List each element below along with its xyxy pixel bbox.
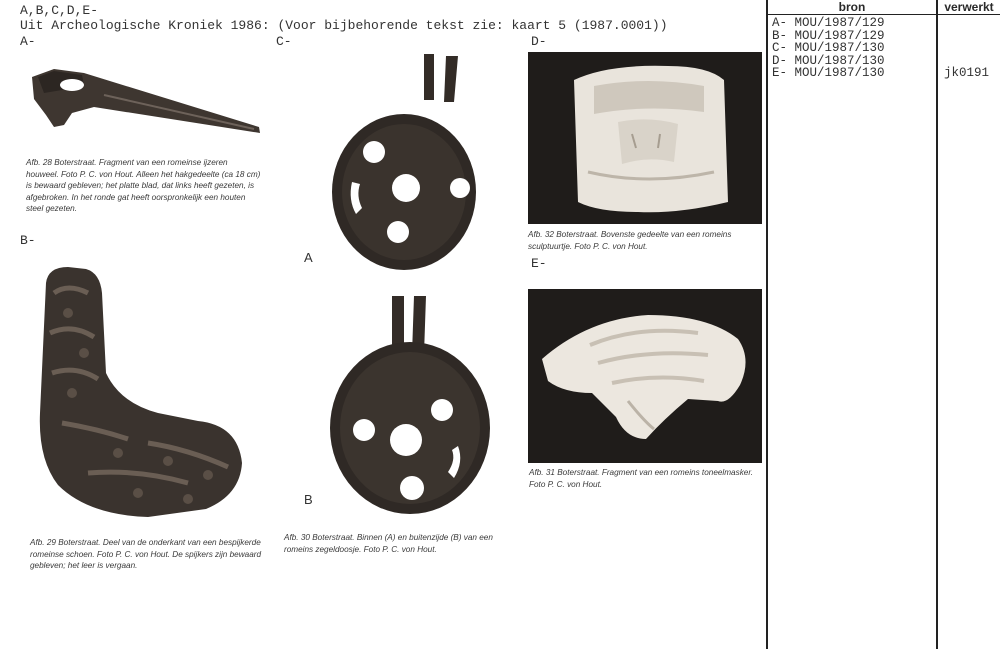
photo-label-b: B bbox=[304, 492, 313, 507]
table-column-divider bbox=[936, 0, 938, 649]
caption-afb29: Afb. 29 Boterstraat. Deel van de onderkant van een bespijkerde romeinse schoen. Foto P. C. von Hout. De spijkers zijn bewaard gebleven; het leer is vergaan. bbox=[30, 538, 262, 570]
photo-sculpture bbox=[528, 52, 762, 224]
theatre-mask-illustration bbox=[528, 289, 762, 463]
table-header-rule bbox=[766, 14, 1000, 15]
photo-shoe bbox=[28, 253, 266, 531]
table-row-bron: B- MOU/1987/129 bbox=[772, 28, 885, 43]
marker-c: C- bbox=[276, 34, 292, 49]
marker-e: E- bbox=[531, 256, 547, 271]
photo-theatre-mask bbox=[528, 289, 762, 463]
photo-seal-box-outside bbox=[282, 290, 518, 526]
table-row-bron: A- MOU/1987/129 bbox=[772, 16, 885, 30]
header-line-1: A,B,C,D,E- bbox=[20, 3, 99, 18]
caption-afb30: Afb. 30 Boterstraat. Binnen (A) en buitenzijde (B) van een romeins zegeldoosje. Foto P. C. von Hout. bbox=[284, 533, 493, 554]
table-bron-list bbox=[772, 17, 885, 80]
table-row-bron: E- MOU/1987/130 bbox=[772, 66, 885, 80]
caption-afb32: Afb. 32 Boterstraat. Bovenste gedeelte van een romeins sculptuurtje. Foto P. C. von Hout. bbox=[528, 230, 732, 251]
marker-b: B- bbox=[20, 233, 36, 248]
table-border-left bbox=[766, 0, 768, 649]
photo-label-a: A bbox=[304, 250, 313, 265]
marker-a: A- bbox=[20, 34, 36, 49]
seal-box-inside-illustration bbox=[282, 50, 518, 272]
caption-afb28: Afb. 28 Boterstraat. Fragment van een romeinse ijzeren houweel. Foto P. C. von Hout. Alleen het hakgedeelte (ca 18 cm) is bewaard gebleven; het platte blad, dat links heeft gezeten, is afgebroken. In het ronde gat heeft oorspronkelijk een houten steel gezeten. bbox=[26, 158, 261, 213]
table-row-bron: D- MOU/1987/130 bbox=[772, 53, 885, 68]
table-row-verwerkt: jk0191 bbox=[944, 66, 990, 80]
sculpture-illustration bbox=[528, 52, 762, 224]
photo-pickaxe bbox=[24, 55, 264, 150]
caption-afb31: Afb. 31 Boterstraat. Fragment van een romeins toneelmasker. Foto P. C. von Hout. bbox=[529, 468, 754, 489]
table-header-verwerkt: verwerkt bbox=[944, 0, 994, 14]
shoe-illustration bbox=[28, 253, 266, 531]
marker-d: D- bbox=[531, 34, 547, 49]
header-line-2: Uit Archeologische Kroniek 1986: (Voor bijbehorende tekst zie: kaart 5 (1987.0001)) bbox=[20, 18, 668, 33]
seal-box-outside-illustration bbox=[282, 290, 518, 526]
table-header-bron: bron bbox=[838, 0, 866, 14]
pickaxe-illustration bbox=[24, 55, 264, 150]
photo-seal-box-inside bbox=[282, 50, 518, 272]
table-row-bron: C- MOU/1987/130 bbox=[772, 41, 885, 55]
